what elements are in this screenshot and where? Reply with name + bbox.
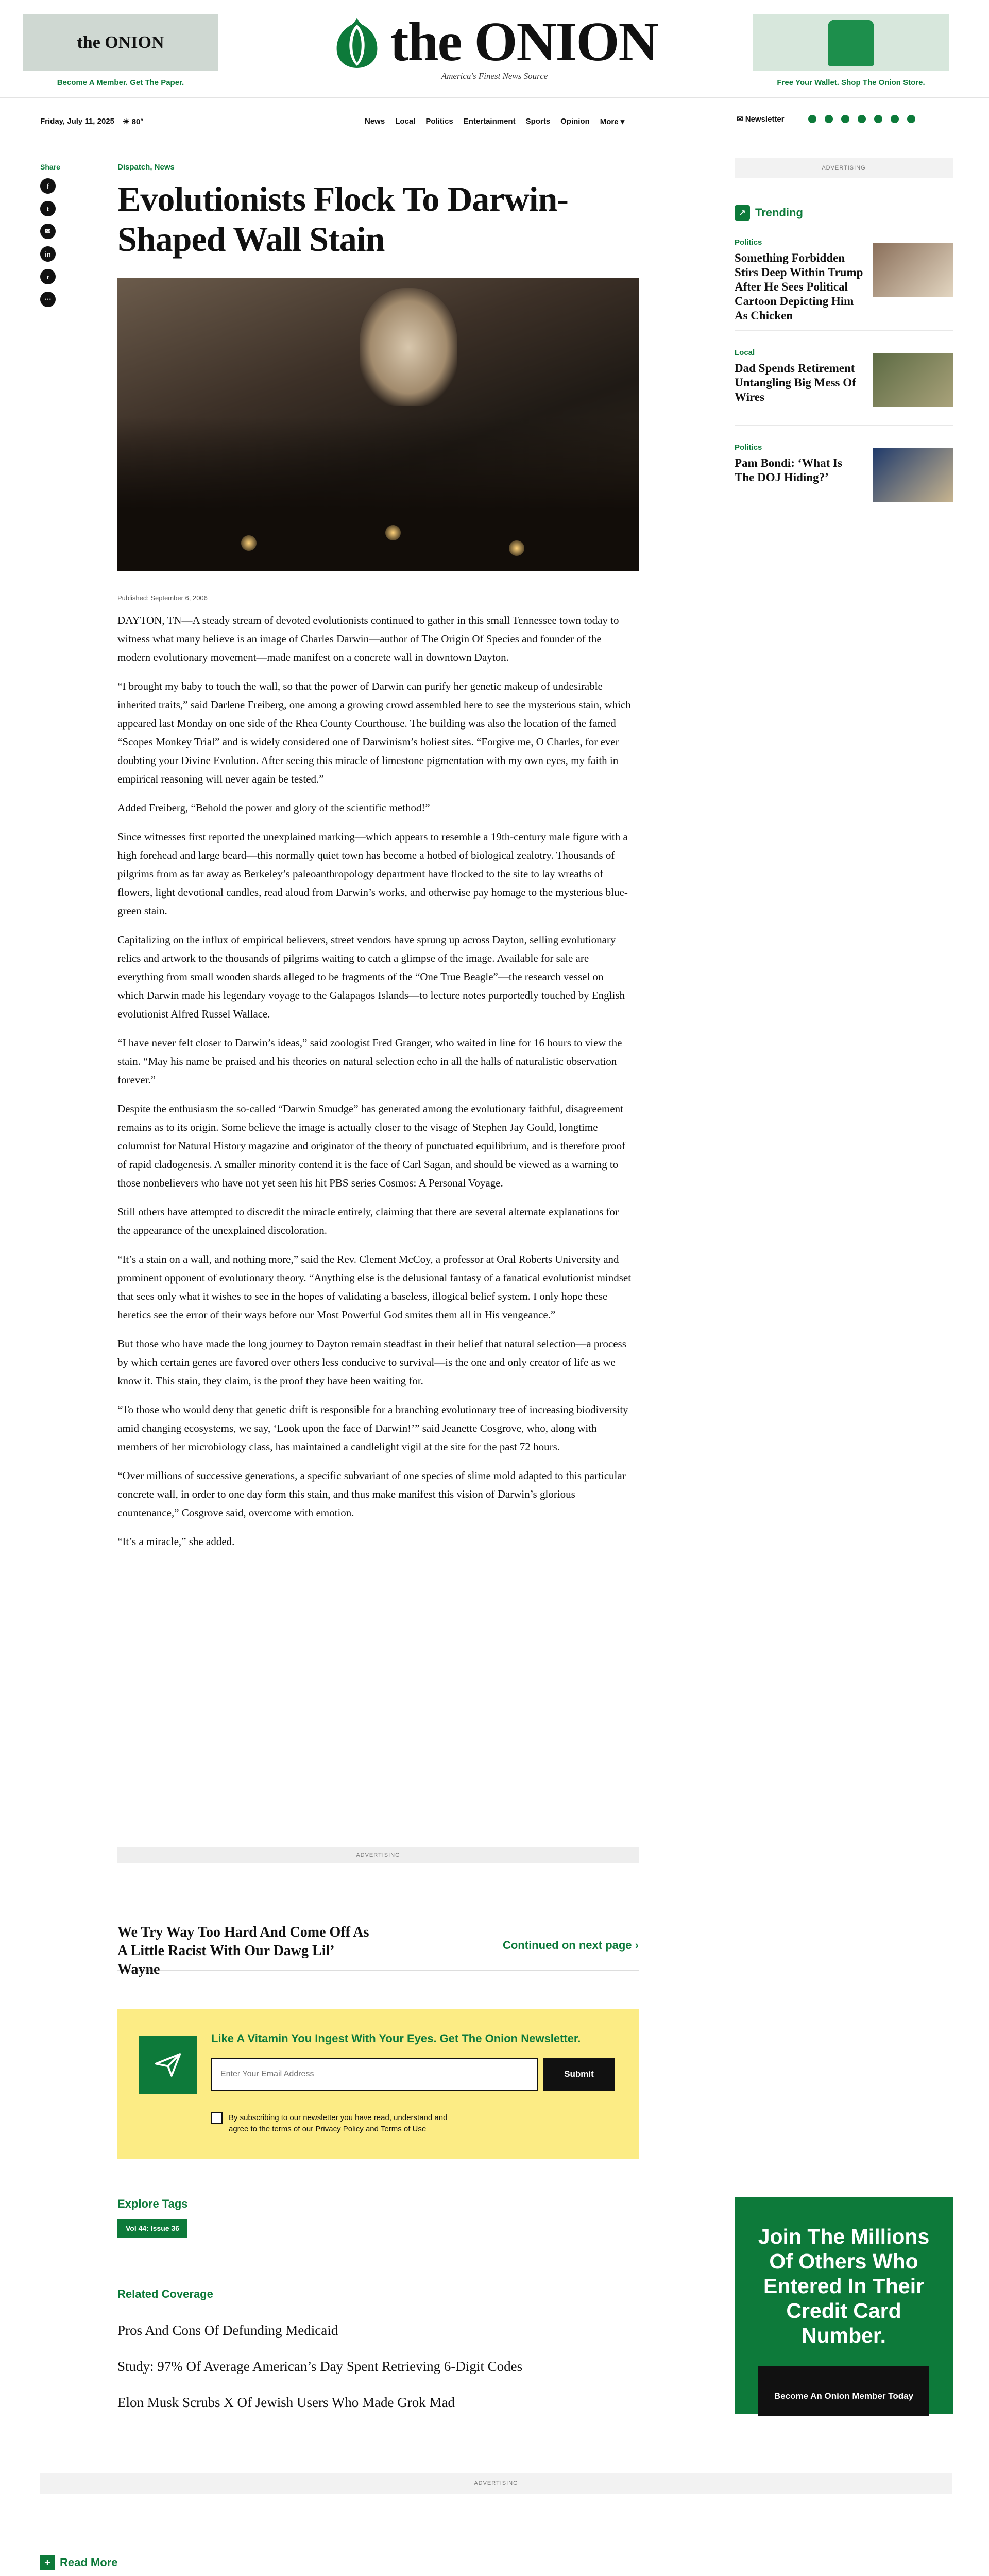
sidebar <box>735 158 953 505</box>
weather-icon: ☀ <box>123 117 132 126</box>
arrow-right-icon: › <box>635 1939 639 1952</box>
continue-label: Continued on next page <box>502 1939 632 1952</box>
newsletter-link[interactable] <box>737 114 785 124</box>
trending-category[interactable]: Politics <box>735 443 762 452</box>
share-label: Share <box>40 163 60 171</box>
article-paragraph: “I brought my baby to touch the wall, so that the power of Darwin can purify her genetic makeup of undesirable inherited traits,” said Darlene Freiberg, one among a growing crowd assembled here to see the mysterious stain, which appeared last Monday on one side of the Rhea County Courthouse. The building was also the location of the famed “Scopes Monkey Trial” and is widely considered one of Darwinism’s holiest sites. “Forgive me, O Charles, for ever doubting your Divine Evolution. After seeing this miracle of limestone pigmentation with my own eyes, my faith in empirical reasoning will never again be tested.” <box>117 680 631 785</box>
nav-link-news[interactable]: News <box>365 117 385 126</box>
explore-tags-heading: Explore Tags <box>117 2197 188 2210</box>
become-member-button[interactable]: Become An Onion Member Today <box>758 2366 929 2416</box>
darwin-stain <box>360 288 457 406</box>
trending-item[interactable] <box>735 348 953 426</box>
tshirt-icon <box>828 20 874 66</box>
related-link[interactable]: Elon Musk Scrubs X Of Jewish Users Who Made Grok Mad <box>117 2384 639 2420</box>
article-paragraph: Capitalizing on the influx of empirical believers, street vendors have sprung up across Dayton, selling evolutionary relics and artwork to the thousands of pilgrims waiting to catch a glimpse of the image. Available for sale are everything from small wooden shards alleged to be fragments of the “One True Beagle”—the research vessel on which Darwin made his legendary voyage to the Galapagos Islands—to lecture notes purportedly touched by English evolutionist Alfred Russel Wallace. <box>117 934 625 1020</box>
onion-logo-icon <box>332 15 382 69</box>
membership-promo-text: Join The Millions Of Others Who Entered In Their Credit Card Number. <box>758 2225 930 2347</box>
newsletter-email-input[interactable] <box>211 2058 538 2091</box>
trending-thumbnail[interactable] <box>873 353 953 407</box>
newsletter-consent <box>211 2112 469 2135</box>
newsletter-link-label: Newsletter <box>745 115 785 124</box>
article-title: Evolutionists Flock To Darwin-Shaped Wall Stain <box>117 179 568 259</box>
article-paragraph: Since witnesses first reported the unexplained marking—which appears to resemble a 19th-century male figure with a high forehead and large beard—this normally quiet town has become a hotbed of biological zealotry. Thousands of pilgrims from as far away as Berkeley’s paleoanthropology department have flocked to the site to lay wreaths of flowers, light devotional candles, read aloud from Darwin’s works, and otherwise pay homage to the mysterious blue-green stain. <box>117 831 628 917</box>
promo-store-text[interactable]: Free Your Wallet. Shop The Onion Store. <box>777 78 925 87</box>
candle-glow <box>241 535 257 551</box>
trending-title[interactable]: Dad Spends Retirement Untangling Big Mess Of Wires <box>735 362 856 403</box>
promo-store[interactable] <box>748 14 954 87</box>
nav-more-label: More <box>600 117 619 126</box>
paper-plane-icon <box>139 2036 197 2094</box>
youtube-icon[interactable] <box>858 115 866 123</box>
promo-membership-image <box>23 14 218 71</box>
trending-heading-label: Trending <box>755 206 803 219</box>
promo-logo: the ONION <box>77 33 164 52</box>
current-date: Friday, July 11, 2025 <box>40 117 114 126</box>
x-icon[interactable] <box>891 115 899 123</box>
site-header <box>0 0 989 98</box>
consent-text: By subscribing to our newsletter you have read, understand and agree to the terms of our Privacy Policy and Terms of Use <box>229 2113 448 2133</box>
article-body <box>117 611 633 1551</box>
main-navigation <box>0 103 989 141</box>
share-twitter-icon[interactable]: t <box>40 201 56 216</box>
share-email-icon[interactable]: ✉ <box>40 224 56 239</box>
bluesky-icon[interactable] <box>907 115 915 123</box>
mail-icon: ✉ <box>737 115 745 124</box>
related-coverage <box>117 2287 639 2420</box>
article-category[interactable]: Dispatch, News <box>117 163 175 172</box>
trending <box>735 205 953 505</box>
related-heading: Related Coverage <box>117 2287 213 2300</box>
masthead[interactable] <box>288 10 701 81</box>
trending-category[interactable]: Local <box>735 348 755 357</box>
candle-glow <box>385 525 401 540</box>
article-hero-image <box>117 278 639 571</box>
trending-title[interactable]: Something Forbidden Stirs Deep Within Trump After He Sees Political Cartoon Depicting Him As Chicken <box>735 251 863 322</box>
article-paragraph: Despite the enthusiasm the so-called “Darwin Smudge” has generated among the evolutionary faithful, disagreement remains as to its origin. Some believe the image is actually closer to the visage of Stephen Jay Gould, longtime columnist for Natural History magazine and originator of the theory of punctuated equilibrium, and is therefore proof of rapid cladogenesis. A smaller minority contend it is the face of Carl Sagan, and should be viewed as a warning to those nonbelievers who have not yet seen his hit PBS series Cosmos: A Personal Voyage. <box>117 1103 626 1189</box>
related-link[interactable]: Pros And Cons Of Defunding Medicaid <box>117 2312 639 2348</box>
threads-icon[interactable] <box>825 115 833 123</box>
trending-thumbnail[interactable] <box>873 448 953 502</box>
trending-heading <box>735 205 953 221</box>
section-links <box>365 117 624 126</box>
consent-checkbox[interactable] <box>211 2112 223 2124</box>
site-logo-text: the ONION <box>390 11 658 73</box>
article-ad-label: ADVERTISING <box>117 1847 639 1863</box>
article-paragraph: “To those who would deny that genetic drift is responsible for a branching evolutionary tree of increasing biodiversity amid changing ecosystems, we say, ‘Look upon the face of Darwin!’” said Jeanette Cosgrove, who, along with members of her microbiology class, has maintained a candlelight vigil at the site for the past 72 hours. <box>117 1403 628 1453</box>
article-paragraph: Added Freiberg, “Behold the power and glory of the scientific method!” <box>117 802 430 814</box>
trending-item[interactable] <box>735 443 953 505</box>
nav-link-local[interactable]: Local <box>395 117 416 126</box>
chevron-down-icon: ▾ <box>620 117 625 126</box>
weather-readout <box>123 117 143 126</box>
crowd-silhouette <box>117 417 639 571</box>
share-linkedin-icon[interactable]: in <box>40 246 56 262</box>
plus-icon: + <box>40 2555 55 2570</box>
facebook-icon[interactable] <box>841 115 849 123</box>
article-paragraph: But those who have made the long journey to Dayton remain steadfast in their belief that natural selection—a process by which certain genes are favored over others less conducive to survival—is the one and only creator of life as we know it. This stain, they claim, is the proof they have been waiting for. <box>117 1337 626 1387</box>
nav-link-politics[interactable]: Politics <box>425 117 453 126</box>
promo-store-image <box>753 14 949 71</box>
next-article[interactable] <box>117 1914 639 1977</box>
trending-thumbnail[interactable] <box>873 243 953 297</box>
article-paragraph: DAYTON, TN—A steady stream of devoted evolutionists continued to gather in this small Tennessee town today to witness what many believe is an image of Charles Darwin—author of The Origin Of Species and founder of the modern evolutionary movement—made manifest on a concrete wall in downtown Dayton. <box>117 614 619 664</box>
read-more-label: Read More <box>60 2556 118 2569</box>
bottom-ad-label: ADVERTISING <box>40 2473 952 2494</box>
promo-membership[interactable] <box>18 14 224 87</box>
newsletter-submit-button[interactable]: Submit <box>543 2058 615 2091</box>
continue-link[interactable] <box>503 1939 639 1952</box>
share-reddit-icon[interactable]: r <box>40 269 56 284</box>
article-paragraph: “Over millions of successive generations, a specific subvariant of one species of slime mold adapted to this particular concrete wall, in order to one day form this stain, and thus make manifest this vision of Darwin’s glorious countenance,” Cosgrove said, overcome with emotion. <box>117 1469 626 1519</box>
share-facebook-icon[interactable]: f <box>40 178 56 194</box>
newsletter-heading: Like A Vitamin You Ingest With Your Eyes. Get The Onion Newsletter. <box>211 2032 581 2045</box>
related-link[interactable]: Study: 97% Of Average American’s Day Spent Retrieving 6-Digit Codes <box>117 2348 639 2384</box>
next-article-title[interactable]: We Try Way Too Hard And Come Off As A Little Racist With Our Dawg Lil’ Wayne <box>117 1924 369 1977</box>
read-more <box>40 2555 952 2576</box>
share-rail <box>40 163 61 314</box>
read-more-heading <box>40 2555 952 2570</box>
nav-link-more[interactable] <box>600 117 625 126</box>
article-paragraph: “It’s a miracle,” she added. <box>117 1535 235 1548</box>
article-paragraph: “It’s a stain on a wall, and nothing more,” said the Rev. Clement McCoy, a professor at Oral Roberts University and prominent opponent of evolutionary theory. “Anything else is the delusional fantasy of a fanatical evolutionist mindset that sees only what it wishes to see in the hopes of validating a baseless, illogical belief system. I only hope these heretics see the error of their ways before our Most Powerful God smites them all in His vengeance.” <box>117 1253 632 1321</box>
trending-item[interactable] <box>735 238 953 331</box>
nav-right <box>737 114 915 124</box>
article <box>117 163 638 1561</box>
site-tagline: America's Finest News Source <box>441 71 548 81</box>
tag-chip[interactable]: Vol 44: Issue 36 <box>117 2219 187 2238</box>
nav-link-opinion[interactable]: Opinion <box>560 117 590 126</box>
article-paragraph: Still others have attempted to discredit the miracle entirely, claiming that there are several alternate explanations for the appearance of the unexplained discoloration. <box>117 1206 619 1236</box>
instagram-icon[interactable] <box>808 115 816 123</box>
site-logo[interactable] <box>332 10 658 74</box>
tiktok-icon[interactable] <box>874 115 882 123</box>
membership-promo <box>735 2197 953 2414</box>
candle-glow <box>509 540 524 556</box>
share-more-icon[interactable]: ⋯ <box>40 292 56 307</box>
explore-tags <box>117 2197 639 2238</box>
nav-link-sports[interactable]: Sports <box>525 117 551 126</box>
trending-category[interactable]: Politics <box>735 238 762 247</box>
weather-temperature: 80° <box>131 117 144 126</box>
trending-icon: ↗ <box>735 205 750 221</box>
sidebar-ad-label: ADVERTISING <box>735 158 953 178</box>
trending-title[interactable]: Pam Bondi: ‘What Is The DOJ Hiding?’ <box>735 456 842 484</box>
publish-date: Published: September 6, 2006 <box>117 594 208 602</box>
promo-membership-text[interactable]: Become A Member. Get The Paper. <box>57 78 184 87</box>
nav-link-entertainment[interactable]: Entertainment <box>463 117 516 126</box>
newsletter-signup <box>117 2009 639 2159</box>
article-paragraph: “I have never felt closer to Darwin’s ideas,” said zoologist Fred Granger, who waited in line for 16 hours to view the stain. “May his name be praised and his theories on natural selection echo in all the halls of naturalistic observation forever.” <box>117 1037 622 1086</box>
